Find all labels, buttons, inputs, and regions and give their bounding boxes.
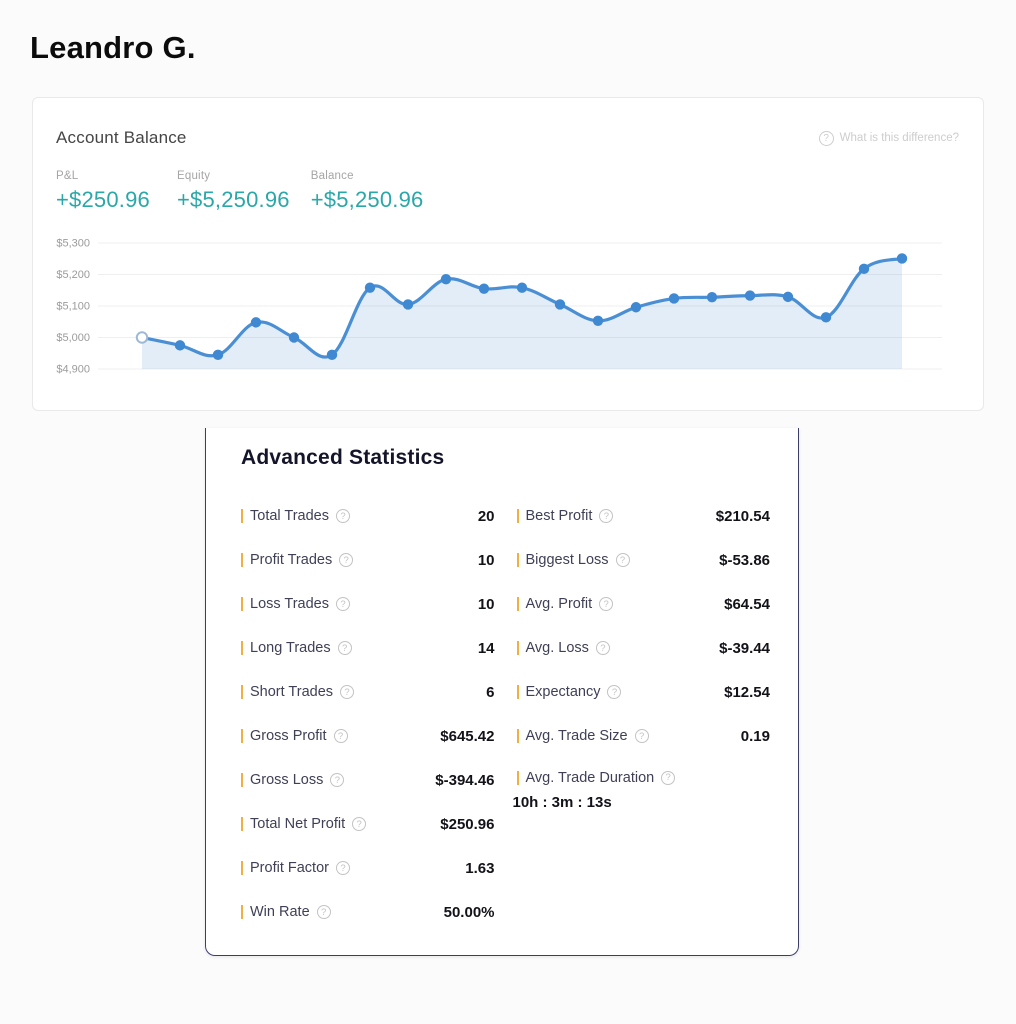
chart-data-point[interactable] (517, 283, 527, 293)
help-icon[interactable]: ? (352, 817, 366, 831)
help-icon[interactable]: ? (339, 553, 353, 567)
stat-value: $64.54 (724, 595, 770, 613)
stat-label: Avg. Loss (525, 640, 589, 656)
stat-label-wrap (241, 552, 353, 568)
chart-data-point[interactable] (365, 283, 375, 293)
chart-data-point[interactable] (745, 290, 755, 300)
help-icon[interactable]: ? (334, 729, 348, 743)
balance-chart-svg[interactable] (54, 235, 966, 387)
chart-data-point[interactable] (441, 274, 451, 284)
chart-data-point[interactable] (327, 350, 337, 360)
chart-data-point[interactable] (593, 316, 603, 326)
stat-label: Total Trades (250, 508, 329, 524)
stat-value: $-394.46 (435, 771, 495, 789)
stat-label: Total Net Profit (250, 816, 346, 832)
stat-label: Avg. Trade Size (525, 728, 628, 744)
stat-row (241, 846, 495, 890)
y-axis-tick-label: $5,000 (56, 332, 90, 344)
stat-row (517, 582, 771, 626)
stat-accent-bar (517, 641, 519, 655)
stat-value: $12.54 (724, 683, 770, 701)
balance-summary-item (311, 170, 424, 213)
chart-data-point[interactable] (137, 332, 147, 342)
stat-row (512, 758, 771, 822)
stat-value: 50.00% (443, 903, 495, 921)
help-icon[interactable]: ? (607, 685, 621, 699)
stat-value: 10 (477, 551, 495, 569)
stat-label: Avg. Profit (525, 596, 593, 612)
help-icon[interactable]: ? (661, 771, 675, 785)
y-axis-tick-label: $5,200 (56, 269, 90, 281)
chart-data-point[interactable] (821, 312, 831, 322)
help-icon[interactable]: ? (336, 509, 350, 523)
page-title: Leandro G. (30, 30, 196, 65)
stat-label-wrap (517, 684, 622, 700)
help-icon[interactable]: ? (599, 509, 613, 523)
chart-data-point[interactable] (403, 299, 413, 309)
stat-label: Profit Factor (250, 860, 329, 876)
stat-label: Loss Trades (250, 596, 329, 612)
stat-value: 0.19 (740, 727, 770, 745)
stat-value: 14 (477, 639, 495, 657)
stat-accent-bar (517, 771, 519, 785)
stat-row (517, 714, 771, 758)
help-icon[interactable]: ? (635, 729, 649, 743)
stat-accent-bar (517, 685, 519, 699)
stat-label: Expectancy (525, 684, 601, 700)
help-icon[interactable]: ? (336, 597, 350, 611)
advanced-statistics-grid (206, 470, 798, 934)
chart-data-point[interactable] (897, 253, 907, 263)
chart-data-point[interactable] (631, 302, 641, 312)
stat-row (241, 670, 495, 714)
stat-accent-bar (241, 641, 243, 655)
stat-row (241, 714, 495, 758)
stat-label-wrap (241, 596, 350, 612)
stat-label-wrap (517, 728, 649, 744)
summary-label: Equity (177, 170, 211, 182)
stats-column-right (512, 494, 771, 934)
stat-label-wrap (241, 860, 350, 876)
stat-row (241, 758, 495, 802)
difference-help-link[interactable] (819, 131, 959, 146)
summary-label: P&L (56, 170, 79, 182)
balance-summary-item (177, 170, 290, 213)
stat-value: $-53.86 (719, 551, 770, 569)
chart-data-point[interactable] (707, 292, 717, 302)
summary-value: +$5,250.96 (177, 187, 290, 212)
chart-data-point[interactable] (669, 293, 679, 303)
balance-chart[interactable] (54, 235, 966, 387)
stat-accent-bar (241, 905, 243, 919)
stat-label: Profit Trades (250, 552, 333, 568)
stat-accent-bar (517, 729, 519, 743)
stat-accent-bar (241, 817, 243, 831)
stat-label-wrap (241, 508, 350, 524)
stat-row (241, 626, 495, 670)
help-icon[interactable]: ? (596, 641, 610, 655)
account-balance-card (32, 97, 984, 411)
stat-label: Short Trades (250, 684, 334, 700)
stat-accent-bar (517, 509, 519, 523)
stat-value: 6 (486, 683, 495, 701)
stat-row (517, 670, 771, 714)
stat-label: Biggest Loss (525, 552, 609, 568)
stat-label-wrap (241, 904, 331, 920)
balance-summary-item (56, 170, 156, 213)
summary-label: Balance (310, 170, 354, 182)
advanced-statistics-card (205, 428, 799, 956)
stat-label-wrap (241, 728, 348, 744)
stat-label: Avg. Trade Duration (525, 769, 655, 786)
help-icon[interactable]: ? (336, 861, 350, 875)
chart-data-point[interactable] (859, 264, 869, 274)
stat-value: $645.42 (440, 727, 495, 745)
stat-value: 10 (477, 595, 495, 613)
stat-accent-bar (517, 597, 519, 611)
stat-value: $-39.44 (719, 639, 770, 657)
stat-row (241, 890, 495, 934)
chart-data-point[interactable] (175, 340, 185, 350)
stat-label: Best Profit (525, 508, 593, 524)
account-balance-title: Account Balance (56, 128, 187, 147)
chart-data-point[interactable] (213, 350, 223, 360)
difference-help-label: What is this difference? (839, 132, 959, 144)
help-icon[interactable]: ? (317, 905, 331, 919)
stat-accent-bar (241, 553, 243, 567)
stat-row (517, 494, 771, 538)
stat-label-wrap (241, 684, 354, 700)
account-balance-header (33, 98, 983, 148)
stat-label-wrap (241, 640, 352, 656)
stat-label-wrap (517, 770, 771, 786)
stat-row (517, 626, 771, 670)
chart-data-point[interactable] (783, 292, 793, 302)
stat-label: Gross Profit (250, 728, 327, 744)
stat-row (241, 582, 495, 626)
stat-accent-bar (241, 773, 243, 787)
chart-data-point[interactable] (555, 299, 565, 309)
stat-label: Gross Loss (250, 772, 324, 788)
stat-value: 10h : 3m : 13s (512, 793, 612, 811)
stat-row (241, 494, 495, 538)
stat-row (241, 538, 495, 582)
chart-data-point[interactable] (289, 332, 299, 342)
stat-accent-bar (241, 597, 243, 611)
stat-value: $250.96 (440, 815, 495, 833)
stat-value: $210.54 (715, 507, 770, 525)
stat-value: 1.63 (465, 859, 495, 877)
stat-value: 20 (477, 507, 495, 525)
summary-value: +$5,250.96 (310, 187, 424, 212)
stat-accent-bar (517, 553, 519, 567)
y-axis-tick-label: $5,100 (56, 300, 90, 313)
help-icon[interactable]: ? (330, 773, 344, 787)
help-icon[interactable]: ? (616, 553, 630, 567)
stat-label-wrap (517, 596, 614, 612)
advanced-statistics-title: Advanced Statistics (241, 446, 445, 469)
chart-data-point[interactable] (251, 317, 261, 327)
question-mark-icon: ? (819, 131, 834, 146)
stats-column-left (241, 494, 495, 934)
stat-accent-bar (241, 729, 243, 743)
stat-label-wrap (517, 508, 614, 524)
help-icon[interactable]: ? (340, 685, 354, 699)
balance-summary-row (33, 148, 983, 213)
stat-label: Win Rate (250, 904, 310, 920)
y-axis-tick-label: $4,900 (56, 363, 90, 376)
summary-value: +$250.96 (56, 187, 150, 212)
chart-data-point[interactable] (479, 283, 489, 293)
help-icon[interactable]: ? (599, 597, 613, 611)
stat-label-wrap (517, 640, 610, 656)
stat-accent-bar (241, 685, 243, 699)
stat-label: Long Trades (250, 640, 331, 656)
stat-row (517, 538, 771, 582)
stat-label-wrap (517, 552, 630, 568)
stat-accent-bar (241, 861, 243, 875)
stat-label-wrap (241, 772, 344, 788)
stat-row (241, 802, 495, 846)
stat-label-wrap (241, 816, 366, 832)
y-axis-tick-label: $5,300 (56, 237, 90, 250)
stat-accent-bar (241, 509, 243, 523)
help-icon[interactable]: ? (338, 641, 352, 655)
